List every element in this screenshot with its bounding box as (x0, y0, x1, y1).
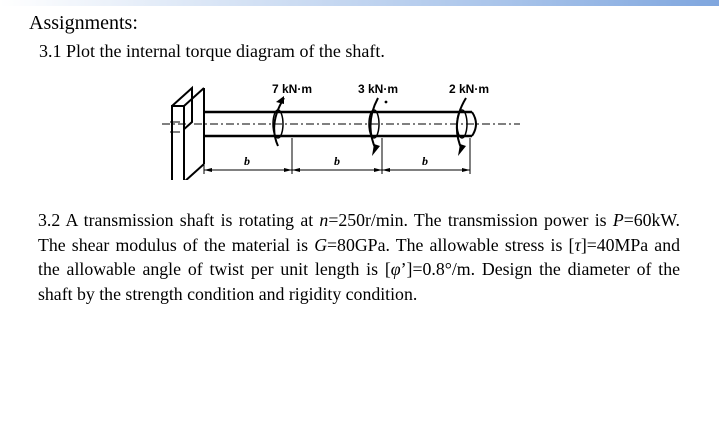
top-accent-bar (0, 0, 719, 6)
shaft-diagram (150, 72, 530, 180)
torque-7-section (273, 96, 284, 146)
page-title: Assignments: (29, 12, 138, 34)
question-3-2: 3.2 A transmission shaft is rotating at n=250r/min. The transmission power is P=60kW. The shear modulus of the material is G=80GPa. The allowable stress is [τ]=40MPa and the allowable angle of twist per unit length is [φ’]=0.8°/m. Design the diameter of the shaft by the strength condition and rigidity condition. (38, 210, 681, 304)
torque-label-3: 2 kN·m (449, 82, 490, 96)
torque-2-section (457, 98, 467, 156)
torque-label-2: 3 kN·m (358, 82, 399, 96)
torque-3-section (369, 98, 387, 156)
span-label-3: b (422, 154, 428, 168)
span-label-2: b (334, 154, 340, 168)
question-3-1: 3.1 Plot the internal torque diagram of the shaft. (39, 41, 385, 61)
span-label-1: b (244, 154, 250, 168)
fixed-wall (170, 88, 204, 180)
torque-label-1: 7 kN·m (272, 82, 313, 96)
